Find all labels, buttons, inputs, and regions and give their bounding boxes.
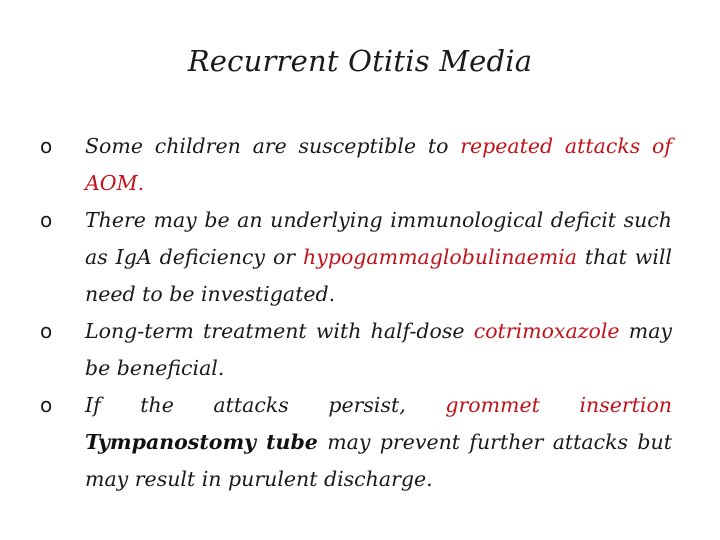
highlighted-term: hypogammaglobulinaemia [303, 245, 577, 269]
highlighted-term: grommet insertion [445, 393, 672, 417]
highlighted-term: cotrimoxazole [473, 319, 620, 343]
bullet-item [40, 128, 672, 202]
bullet-marker-icon: o [40, 208, 53, 232]
bullet-text: Long-term treatment with half-dose [85, 319, 474, 343]
bullet-text: There may be an underlying immunological deficit such as IgA deficiency or [85, 208, 672, 269]
bullet-marker-icon: o [40, 393, 53, 417]
slide-title: Recurrent Otitis Media [187, 44, 533, 78]
bullet-item [40, 387, 672, 498]
bullet-text: may be beneficial. [85, 319, 672, 380]
bullet-item [40, 313, 672, 387]
bullet-marker-icon: o [40, 319, 53, 343]
bold-term: Tympanostomy tube [85, 430, 318, 454]
bullet-text: Some children are susceptible to [85, 134, 461, 158]
highlighted-term: repeated attacks of AOM. [85, 134, 672, 195]
bullet-marker-icon: o [40, 134, 53, 158]
bullet-item [40, 202, 672, 313]
bullet-text: If the attacks persist, [85, 393, 446, 417]
bullet-text: may prevent further attacks but may result in purulent discharge. [85, 430, 672, 491]
bullet-text: that will need to be investigated. [85, 245, 672, 306]
bullet-list [40, 128, 672, 498]
